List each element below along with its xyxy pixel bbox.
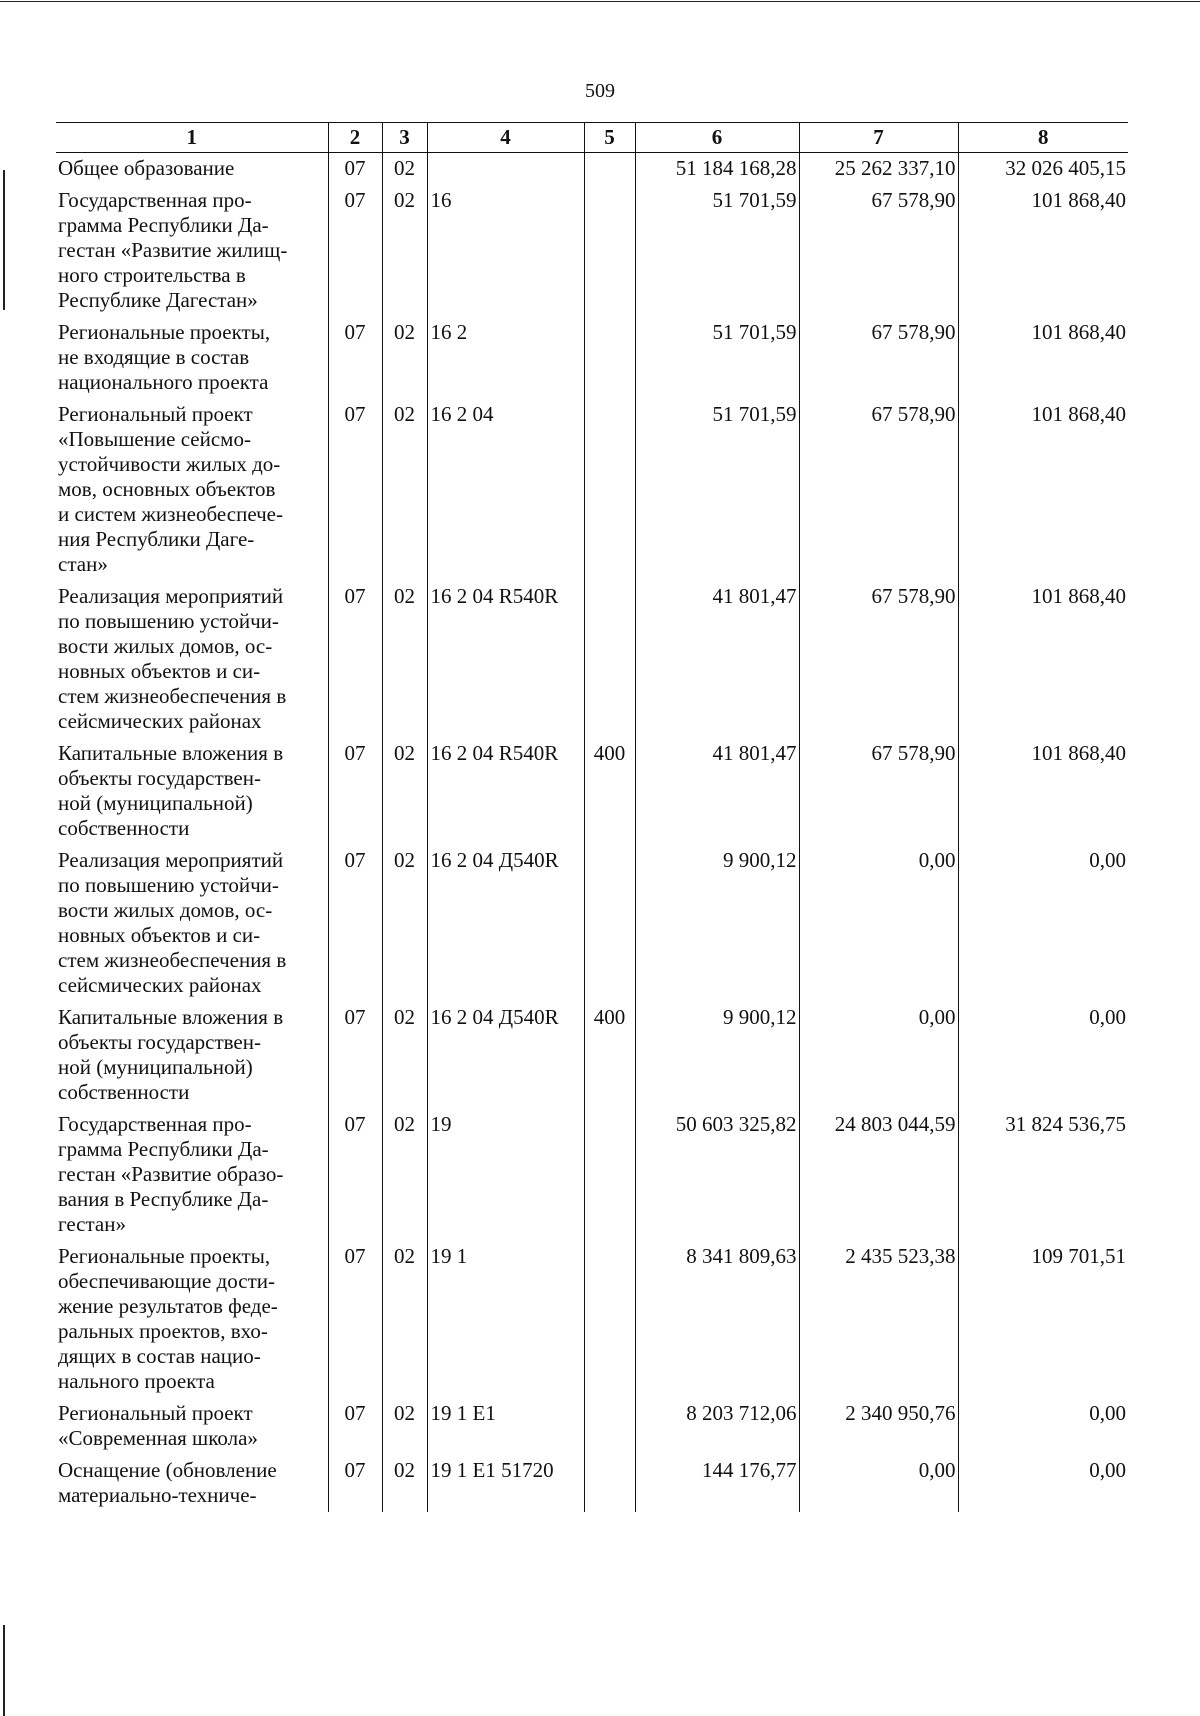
top-rule — [0, 1, 1200, 2]
cell-expense-type — [584, 1109, 635, 1241]
cell-name: Региональный проект «Современная школа» — [58, 1401, 258, 1450]
table-row — [56, 1002, 1128, 1109]
left-margin-mark — [3, 170, 5, 310]
page-number: 509 — [585, 80, 615, 102]
cell-name: Капитальные вложения в объекты государствен- ной (муниципальной) собственности — [58, 741, 284, 840]
column-header-8: 8 — [958, 123, 1128, 153]
cell-subsection: 02 — [382, 1398, 427, 1455]
cell-expense-type — [584, 1455, 635, 1512]
cell-amount-1: 50 603 325,82 — [635, 1109, 799, 1241]
cell-name: Государственная про- грамма Республики Да- гестан «Развитие жилищ- ного строительства в Республике Дагестан» — [58, 188, 288, 312]
table-row — [56, 317, 1128, 399]
column-header-3: 3 — [382, 123, 427, 153]
cell-name: Оснащение (обновление материально-техниче- — [58, 1458, 277, 1507]
cell-target-article: 16 — [427, 185, 584, 317]
cell-amount-3: 109 701,51 — [958, 1241, 1128, 1398]
cell-section: 07 — [328, 738, 382, 845]
table-row — [56, 399, 1128, 581]
cell-name: Реализация мероприятий по повышению устойчи- вости жилых домов, ос- новных объектов и си- стем жизнеобеспечения в сейсмических районах — [58, 584, 287, 733]
cell-amount-3: 101 868,40 — [958, 581, 1128, 738]
cell-target-article: 16 2 — [427, 317, 584, 399]
cell-amount-2: 0,00 — [799, 1002, 958, 1109]
cell-target-article: 19 — [427, 1109, 584, 1241]
table-row — [56, 845, 1128, 1002]
table-body — [56, 153, 1128, 1513]
cell-amount-2: 67 578,90 — [799, 317, 958, 399]
column-header-5: 5 — [584, 123, 635, 153]
cell-amount-3: 0,00 — [958, 1455, 1128, 1512]
cell-section: 07 — [328, 581, 382, 738]
cell-expense-type — [584, 153, 635, 186]
cell-expense-type: 400 — [584, 738, 635, 845]
cell-amount-3: 0,00 — [958, 845, 1128, 1002]
cell-amount-1: 51 701,59 — [635, 317, 799, 399]
cell-subsection: 02 — [382, 317, 427, 399]
cell-amount-1: 51 701,59 — [635, 185, 799, 317]
column-header-1: 1 — [56, 123, 328, 153]
cell-subsection: 02 — [382, 738, 427, 845]
cell-subsection: 02 — [382, 581, 427, 738]
cell-target-article: 19 1 — [427, 1241, 584, 1398]
cell-amount-2: 67 578,90 — [799, 581, 958, 738]
cell-subsection: 02 — [382, 1002, 427, 1109]
cell-subsection: 02 — [382, 185, 427, 317]
cell-amount-1: 41 801,47 — [635, 738, 799, 845]
cell-amount-1: 9 900,12 — [635, 845, 799, 1002]
column-header-2: 2 — [328, 123, 382, 153]
cell-section: 07 — [328, 185, 382, 317]
cell-expense-type — [584, 1241, 635, 1398]
cell-amount-2: 0,00 — [799, 845, 958, 1002]
cell-amount-2: 0,00 — [799, 1455, 958, 1512]
cell-amount-1: 51 701,59 — [635, 399, 799, 581]
table-row — [56, 1455, 1128, 1512]
cell-amount-3: 101 868,40 — [958, 185, 1128, 317]
cell-name: Реализация мероприятий по повышению устойчи- вости жилых домов, ос- новных объектов и си- стем жизнеобеспечения в сейсмических районах — [58, 848, 287, 997]
cell-amount-3: 32 026 405,15 — [958, 153, 1128, 186]
cell-name: Капитальные вложения в объекты государствен- ной (муниципальной) собственности — [58, 1005, 284, 1104]
cell-amount-3: 101 868,40 — [958, 399, 1128, 581]
cell-target-article: 19 1 E1 — [427, 1398, 584, 1455]
cell-expense-type — [584, 317, 635, 399]
cell-amount-1: 8 341 809,63 — [635, 1241, 799, 1398]
cell-target-article: 16 2 04 — [427, 399, 584, 581]
cell-expense-type — [584, 845, 635, 1002]
cell-section: 07 — [328, 1241, 382, 1398]
table-row — [56, 185, 1128, 317]
budget-table — [56, 122, 1128, 1512]
cell-amount-3: 101 868,40 — [958, 738, 1128, 845]
cell-amount-2: 67 578,90 — [799, 185, 958, 317]
table-row — [56, 153, 1128, 186]
left-margin-mark — [3, 1625, 5, 1716]
cell-section: 07 — [328, 1455, 382, 1512]
cell-amount-2: 24 803 044,59 — [799, 1109, 958, 1241]
cell-subsection: 02 — [382, 845, 427, 1002]
cell-section: 07 — [328, 153, 382, 186]
column-header-6: 6 — [635, 123, 799, 153]
table-row — [56, 1109, 1128, 1241]
table-header-row — [56, 123, 1128, 153]
cell-amount-1: 51 184 168,28 — [635, 153, 799, 186]
cell-target-article — [427, 153, 584, 186]
cell-section: 07 — [328, 399, 382, 581]
cell-amount-1: 9 900,12 — [635, 1002, 799, 1109]
cell-name: Общее образование — [58, 156, 235, 180]
cell-amount-3: 0,00 — [958, 1002, 1128, 1109]
cell-target-article: 16 2 04 R540R — [427, 581, 584, 738]
cell-expense-type — [584, 399, 635, 581]
cell-expense-type: 400 — [584, 1002, 635, 1109]
cell-section: 07 — [328, 317, 382, 399]
cell-target-article: 16 2 04 Д540R — [427, 1002, 584, 1109]
cell-section: 07 — [328, 1398, 382, 1455]
cell-name: Региональные проекты, не входящие в состав национального проекта — [58, 320, 271, 394]
cell-subsection: 02 — [382, 1455, 427, 1512]
cell-target-article: 16 2 04 R540R — [427, 738, 584, 845]
cell-section: 07 — [328, 1109, 382, 1241]
cell-subsection: 02 — [382, 1109, 427, 1241]
cell-amount-1: 144 176,77 — [635, 1455, 799, 1512]
column-header-7: 7 — [799, 123, 958, 153]
cell-section: 07 — [328, 1002, 382, 1109]
cell-amount-2: 25 262 337,10 — [799, 153, 958, 186]
cell-subsection: 02 — [382, 399, 427, 581]
cell-amount-3: 31 824 536,75 — [958, 1109, 1128, 1241]
cell-amount-2: 2 435 523,38 — [799, 1241, 958, 1398]
cell-amount-3: 101 868,40 — [958, 317, 1128, 399]
cell-amount-3: 0,00 — [958, 1398, 1128, 1455]
cell-expense-type — [584, 581, 635, 738]
cell-subsection: 02 — [382, 1241, 427, 1398]
cell-expense-type — [584, 1398, 635, 1455]
cell-target-article: 16 2 04 Д540R — [427, 845, 584, 1002]
table-row — [56, 738, 1128, 845]
table-row — [56, 1241, 1128, 1398]
cell-target-article: 19 1 E1 51720 — [427, 1455, 584, 1512]
cell-name: Региональные проекты, обеспечивающие дости- жение результатов феде- ральных проектов, вхо- дящих в состав нацио- нального проекта — [58, 1244, 278, 1393]
cell-amount-1: 8 203 712,06 — [635, 1398, 799, 1455]
cell-amount-2: 2 340 950,76 — [799, 1398, 958, 1455]
cell-subsection: 02 — [382, 153, 427, 186]
cell-section: 07 — [328, 845, 382, 1002]
cell-name: Региональный проект «Повышение сейсмо- устойчивости жилых до- мов, основных объектов и систем жизнеобеспече- ния Республики Даге- стан» — [58, 402, 283, 576]
cell-amount-1: 41 801,47 — [635, 581, 799, 738]
table-row — [56, 581, 1128, 738]
cell-expense-type — [584, 185, 635, 317]
cell-amount-2: 67 578,90 — [799, 399, 958, 581]
table-row — [56, 1398, 1128, 1455]
column-header-4: 4 — [427, 123, 584, 153]
cell-amount-2: 67 578,90 — [799, 738, 958, 845]
budget-table-container — [56, 122, 1128, 1512]
cell-name: Государственная про- грамма Республики Да- гестан «Развитие образо- вания в Республике Да- гестан» — [58, 1112, 284, 1236]
